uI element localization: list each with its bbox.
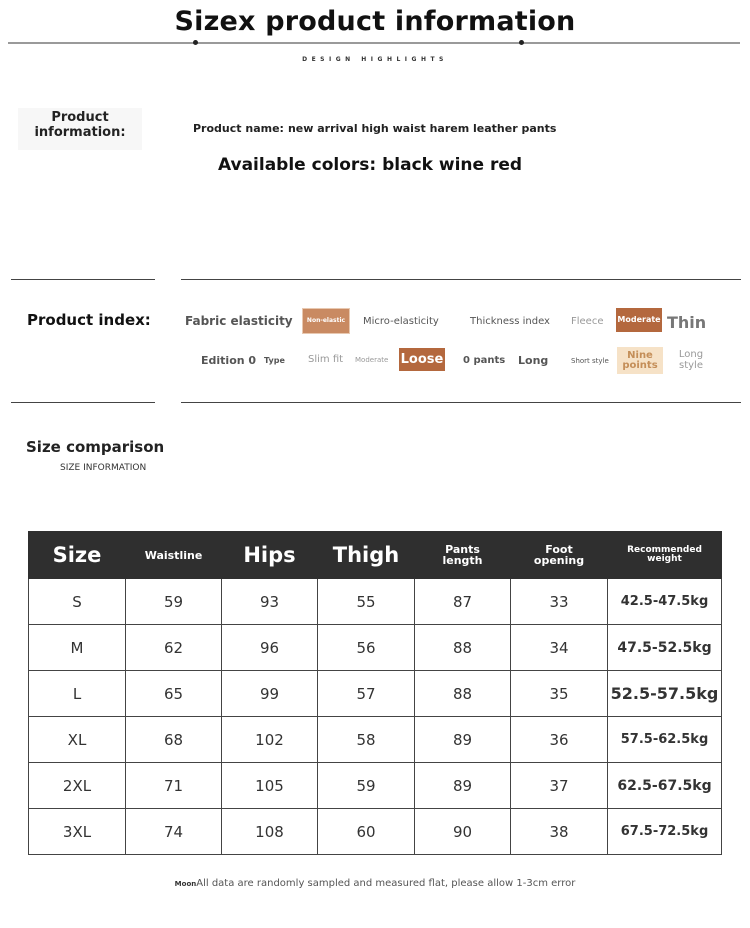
zero-pants-label: 0 pants [463, 355, 506, 366]
cell-thigh: 57 [318, 671, 415, 717]
product-info-label: Product information: [18, 108, 142, 150]
cell-thigh: 56 [318, 625, 415, 671]
cell-hips: 93 [222, 579, 318, 625]
cell-size: 3XL [29, 809, 126, 855]
cell-foot: 38 [511, 809, 608, 855]
cell-foot: 34 [511, 625, 608, 671]
cell-waist: 71 [126, 763, 222, 809]
cell-foot: 33 [511, 579, 608, 625]
divider-dot-right [519, 40, 524, 45]
page-subtitle: DESIGN HIGHLIGHTS [302, 56, 448, 63]
cell-hips: 105 [222, 763, 318, 809]
cell-size: L [29, 671, 126, 717]
micro-elasticity-label: Micro-elasticity [363, 316, 439, 327]
section-divider [11, 279, 155, 280]
short-style-label: Short style [571, 357, 609, 365]
cell-waist: 74 [126, 809, 222, 855]
product-name-label: Product name: [193, 122, 284, 135]
product-index-label: Product index: [27, 311, 151, 329]
table-row [29, 763, 722, 809]
colors-value: black wine red [382, 155, 523, 175]
cell-length: 87 [415, 579, 511, 625]
cell-thigh: 58 [318, 717, 415, 763]
section-divider [11, 402, 155, 403]
col-header-size: Size [29, 532, 126, 579]
table-row [29, 809, 722, 855]
col-header-foot-opening: Foot opening [511, 532, 608, 579]
cell-length: 88 [415, 625, 511, 671]
product-name-value: new arrival high waist harem leather pants [287, 122, 557, 135]
col-header-hips: Hips [222, 532, 318, 579]
table-row [29, 671, 722, 717]
size-comparison-subtitle: SIZE INFORMATION [60, 463, 147, 473]
edition-label: Edition 0 [201, 354, 257, 367]
slim-fit-label: Slim fit [308, 354, 344, 365]
moderate-label: Moderate [355, 356, 389, 364]
cell-weight: 62.5-67.5kg [608, 763, 722, 809]
cell-size: S [29, 579, 126, 625]
cell-hips: 96 [222, 625, 318, 671]
cell-length: 90 [415, 809, 511, 855]
cell-length: 88 [415, 671, 511, 717]
section-divider [181, 279, 741, 280]
col-header-thigh: Thigh [318, 532, 415, 579]
cell-weight: 52.5-57.5kg [608, 671, 722, 717]
cell-thigh: 60 [318, 809, 415, 855]
fleece-label: Fleece [571, 316, 604, 327]
long-label: Long [518, 354, 549, 367]
table-row [29, 625, 722, 671]
cell-hips: 102 [222, 717, 318, 763]
title-divider [8, 42, 740, 44]
moderate-tag: Moderate [616, 308, 662, 332]
loose-tag: Loose [399, 348, 445, 371]
footnote-text: All data are randomly sampled and measured flat, please allow 1-3cm error [196, 878, 576, 889]
cell-thigh: 55 [318, 579, 415, 625]
long-style-label: Long style [678, 349, 704, 371]
cell-foot: 35 [511, 671, 608, 717]
footnote [0, 878, 750, 889]
brand-mark: Moon [174, 880, 197, 888]
cell-thigh: 59 [318, 763, 415, 809]
cell-size: M [29, 625, 126, 671]
cell-waist: 68 [126, 717, 222, 763]
section-divider [181, 402, 741, 403]
colors-label: Available colors: [217, 155, 377, 175]
non-elastic-tag: Non-elastic [302, 308, 350, 334]
thin-label: Thin [667, 313, 707, 332]
col-header-recommended-weight: Recommended weight [608, 532, 722, 579]
cell-length: 89 [415, 717, 511, 763]
table-row [29, 717, 722, 763]
size-table [28, 531, 722, 855]
cell-waist: 65 [126, 671, 222, 717]
thickness-index-label: Thickness index [470, 316, 550, 327]
table-row [29, 579, 722, 625]
cell-hips: 99 [222, 671, 318, 717]
col-header-waistline: Waistline [126, 532, 222, 579]
cell-waist: 62 [126, 625, 222, 671]
nine-points-tag: Nine points [617, 347, 663, 374]
cell-foot: 36 [511, 717, 608, 763]
cell-weight: 67.5-72.5kg [608, 809, 722, 855]
divider-dot-left [193, 40, 198, 45]
cell-size: XL [29, 717, 126, 763]
cell-weight: 47.5-52.5kg [608, 625, 722, 671]
cell-weight: 57.5-62.5kg [608, 717, 722, 763]
fabric-elasticity-label: Fabric elasticity [185, 314, 293, 328]
cell-waist: 59 [126, 579, 222, 625]
size-comparison-title: Size comparison [26, 438, 165, 456]
product-name [193, 122, 556, 135]
cell-foot: 37 [511, 763, 608, 809]
cell-weight: 42.5-47.5kg [608, 579, 722, 625]
col-header-pants-length: Pants length [415, 532, 511, 579]
table-header-row [29, 532, 722, 579]
available-colors [0, 155, 740, 175]
page-title: Sizex product information [174, 6, 576, 37]
cell-size: 2XL [29, 763, 126, 809]
cell-hips: 108 [222, 809, 318, 855]
cell-length: 89 [415, 763, 511, 809]
type-label: Type [264, 356, 285, 365]
